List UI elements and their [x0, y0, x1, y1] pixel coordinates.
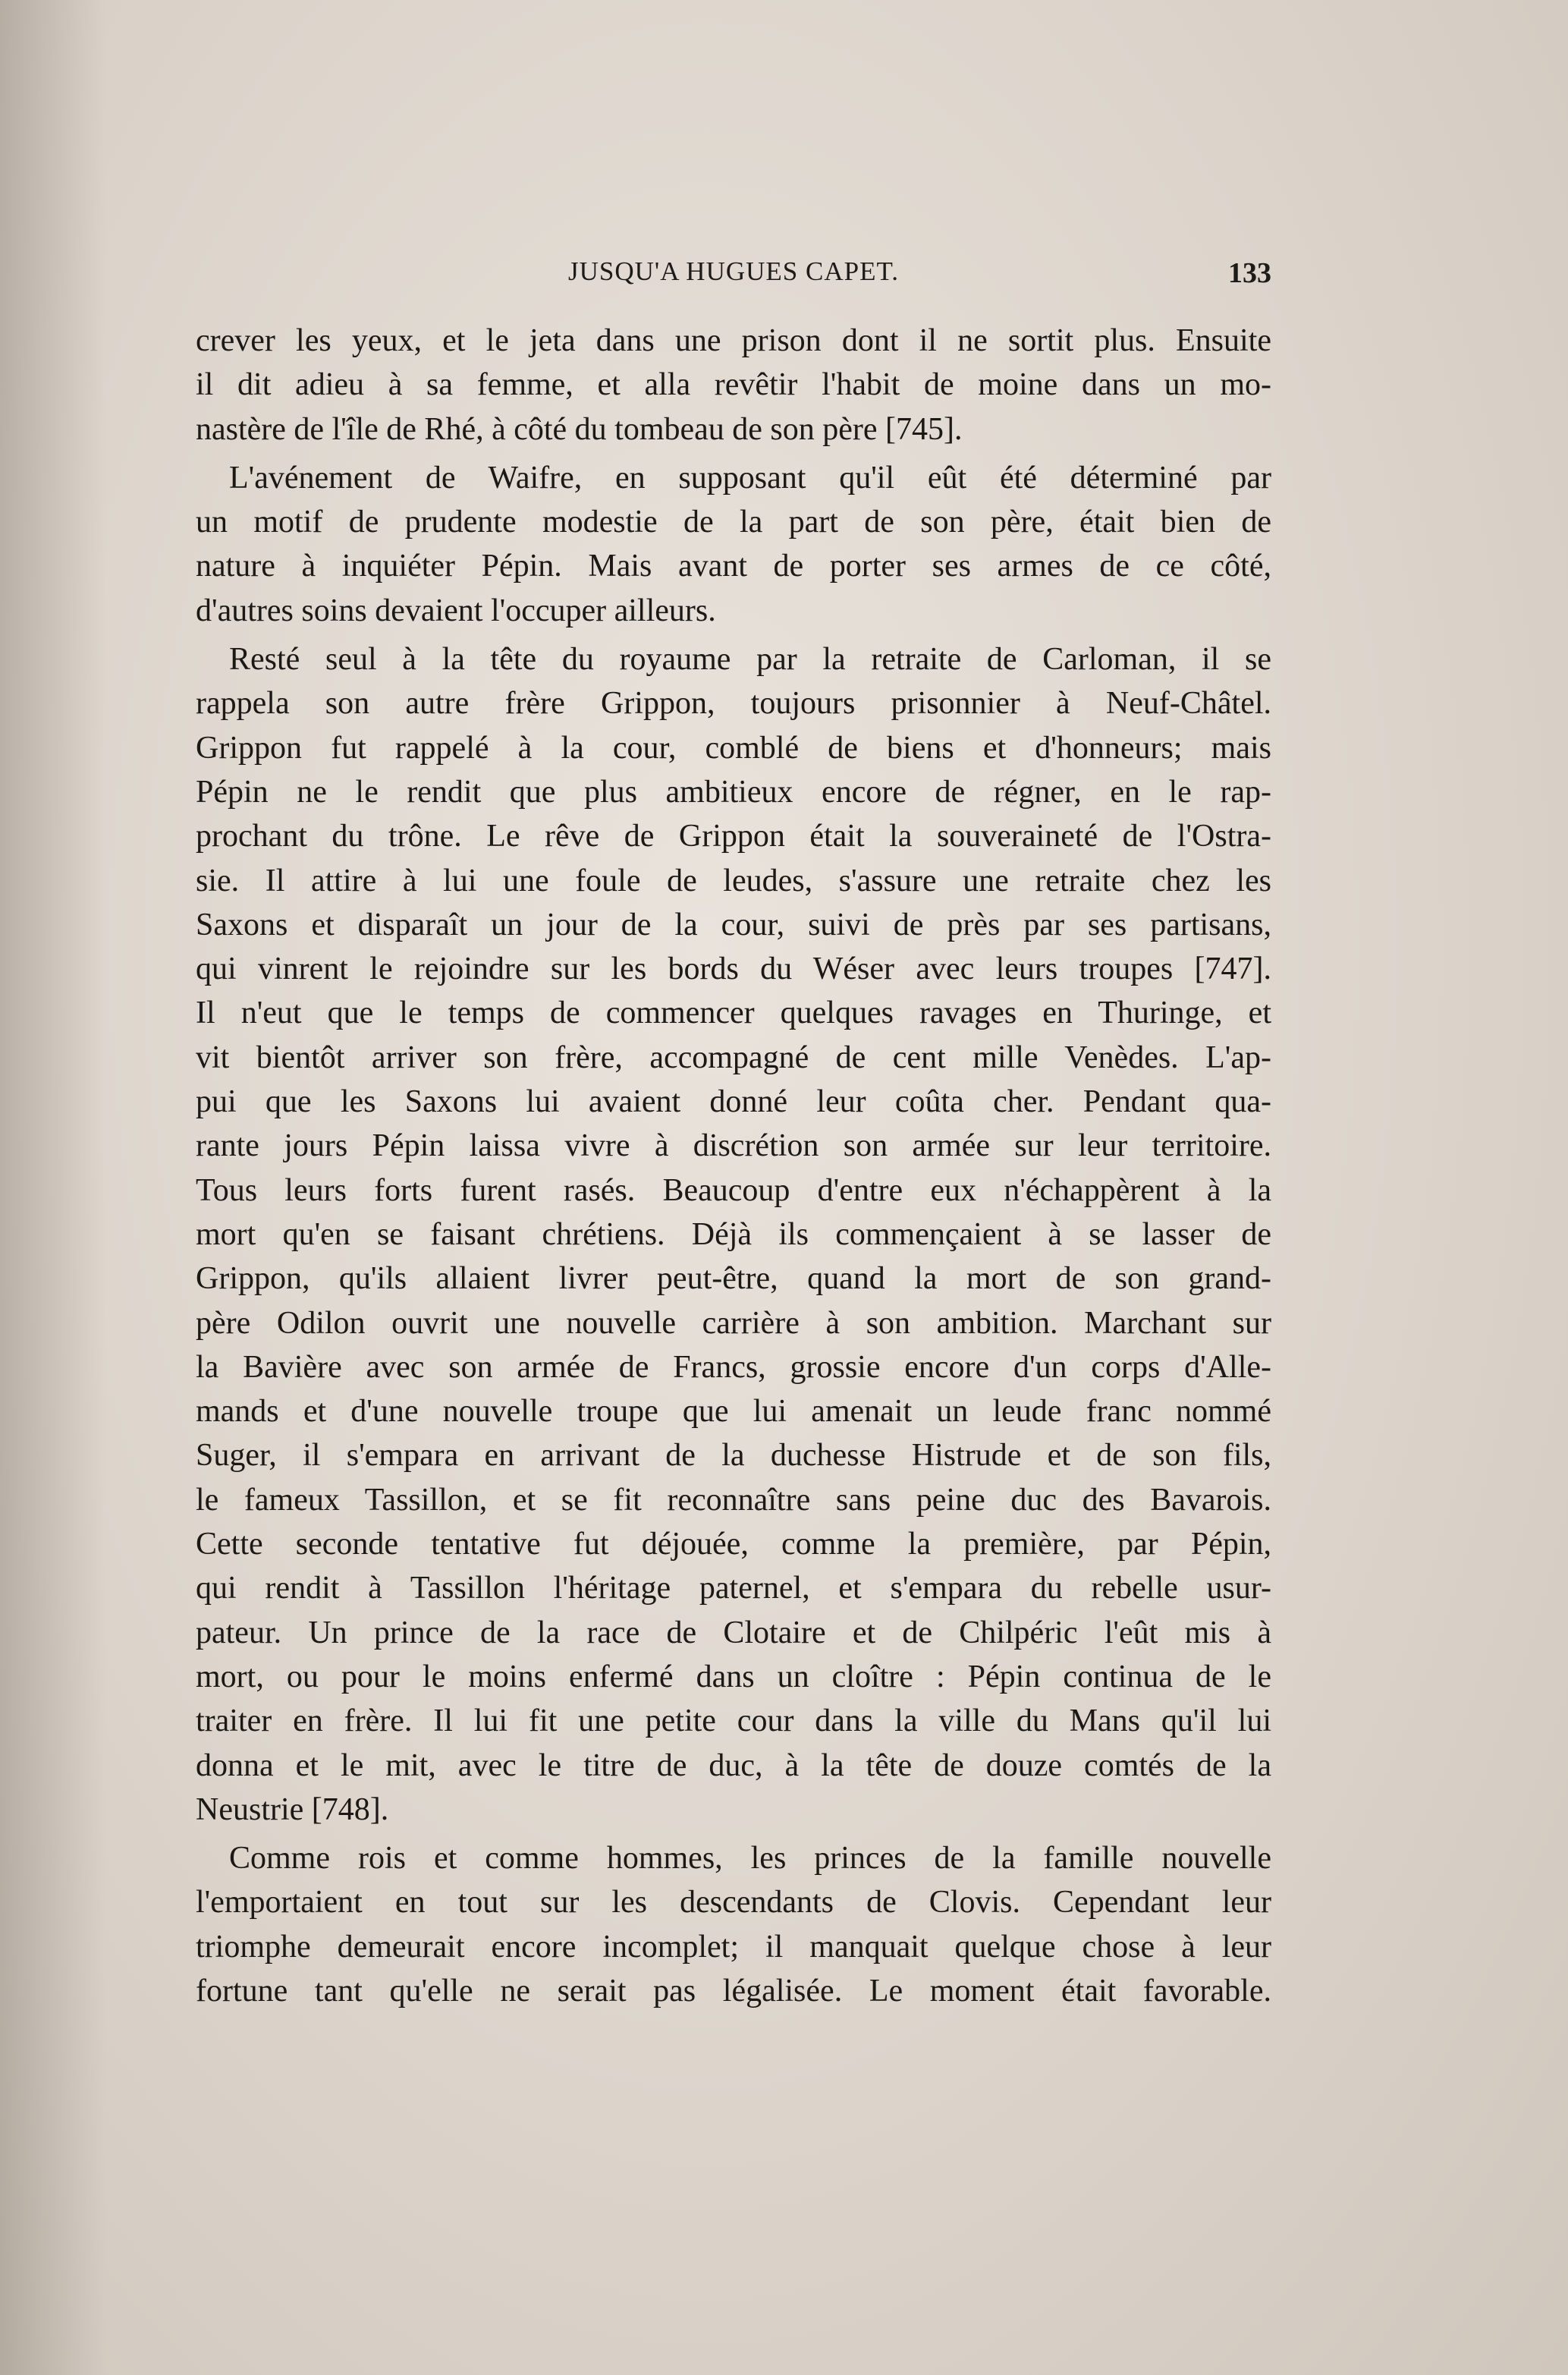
- text-line: mort qu'en se faisant chrétiens. Déjà ils commençaient à se lasser de: [196, 1216, 1271, 1252]
- text-line: rante jours Pépin laissa vivre à discrétion son armée sur leur territoire.: [196, 1128, 1271, 1164]
- text-line: sie. Il attire à lui une foule de leudes, s'assure une retraite chez les: [196, 863, 1271, 898]
- paragraph: [196, 319, 1271, 451]
- text-line: qui rendit à Tassillon l'héritage paternel, et s'empara du rebelle usur-: [196, 1571, 1271, 1606]
- page-header: [196, 256, 1271, 294]
- text-line: Pépin ne le rendit que plus ambitieux encore de régner, en le rap-: [196, 774, 1271, 810]
- text-line: donna et le mit, avec le titre de duc, à la tête de douze comtés de la: [196, 1747, 1271, 1783]
- text-line: d'autres soins devaient l'occuper ailleurs.: [196, 593, 716, 628]
- text-line: Comme rois et comme hommes, les princes de la famille nouvelle: [229, 1841, 1271, 1876]
- gutter-shadow: [0, 0, 106, 2375]
- text-line: traiter en frère. Il lui fit une petite cour dans la ville du Mans qu'il lui: [196, 1703, 1271, 1739]
- text-line: le fameux Tassillon, et se fit reconnaître sans peine duc des Bavarois.: [196, 1482, 1271, 1518]
- text-line: Tous leurs forts furent rasés. Beaucoup d'entre eux n'échappèrent à la: [196, 1172, 1271, 1208]
- text-line: crever les yeux, et le jeta dans une prison dont il ne sortit plus. Ensuite: [196, 323, 1271, 358]
- text-line: nastère de l'île de Rhé, à côté du tombeau de son père [745].: [196, 411, 963, 447]
- text-line: prochant du trône. Le rêve de Grippon était la souveraineté de l'Ostra-: [196, 819, 1271, 854]
- text-line: Suger, il s'empara en arrivant de la duchesse Histrude et de son fils,: [196, 1438, 1271, 1474]
- text-line: qui vinrent le rejoindre sur les bords du Wéser avec leurs troupes [747].: [196, 952, 1271, 987]
- page-number: 133: [1228, 257, 1271, 289]
- text-line: Grippon fut rappelé à la cour, comblé de biens et d'honneurs; mais: [196, 730, 1271, 766]
- text-line: père Odilon ouvrit une nouvelle carrière à son ambition. Marchant sur: [196, 1305, 1271, 1341]
- text-line: Neustrie [748].: [196, 1791, 389, 1827]
- text-line: Il n'eut que le temps de commencer quelques ravages en Thuringe, et: [196, 996, 1271, 1031]
- text-line: Resté seul à la tête du royaume par la retraite de Carloman, il se: [229, 642, 1271, 678]
- text-line: vit bientôt arriver son frère, accompagné de cent mille Venèdes. L'ap-: [196, 1040, 1271, 1075]
- text-line: fortune tant qu'elle ne serait pas légalisée. Le moment était favorable.: [196, 1973, 1271, 2009]
- running-title: JUSQU'A HUGUES CAPET.: [567, 256, 899, 286]
- text-line: rappela son autre frère Grippon, toujours prisonnier à Neuf-Châtel.: [196, 686, 1271, 722]
- paragraph: [196, 456, 1271, 633]
- text-line: Grippon, qu'ils allaient livrer peut-être, quand la mort de son grand-: [196, 1261, 1271, 1297]
- body-text: [196, 319, 1271, 2018]
- text-line: Cette seconde tentative fut déjouée, comme la première, par Pépin,: [196, 1527, 1271, 1562]
- text-line: la Bavière avec son armée de Francs, grossie encore d'un corps d'Alle-: [196, 1349, 1271, 1385]
- text-line: un motif de prudente modestie de la part de son père, était bien de: [196, 505, 1271, 540]
- text-line: Saxons et disparaît un jour de la cour, suivi de près par ses partisans,: [196, 907, 1271, 942]
- text-line: il dit adieu à sa femme, et alla revêtir l'habit de moine dans un mo-: [196, 367, 1271, 403]
- text-line: L'avénement de Waifre, en supposant qu'il eût été déterminé par: [229, 460, 1271, 495]
- text-line: mort, ou pour le moins enfermé dans un cloître : Pépin continua de le: [196, 1659, 1271, 1694]
- text-line: nature à inquiéter Pépin. Mais avant de porter ses armes de ce côté,: [196, 549, 1271, 584]
- paragraph: [196, 637, 1271, 1832]
- text-line: pui que les Saxons lui avaient donné leur coûta cher. Pendant qua-: [196, 1084, 1271, 1120]
- text-line: triomphe demeurait encore incomplet; il manquait quelque chose à leur: [196, 1929, 1271, 1964]
- text-line: mands et d'une nouvelle troupe que lui amenait un leude franc nommé: [196, 1394, 1271, 1430]
- text-line: pateur. Un prince de la race de Clotaire et de Chilpéric l'eût mis à: [196, 1615, 1271, 1650]
- text-line: l'emportaient en tout sur les descendants de Clovis. Cependant leur: [196, 1885, 1271, 1920]
- paragraph: [196, 1836, 1271, 2013]
